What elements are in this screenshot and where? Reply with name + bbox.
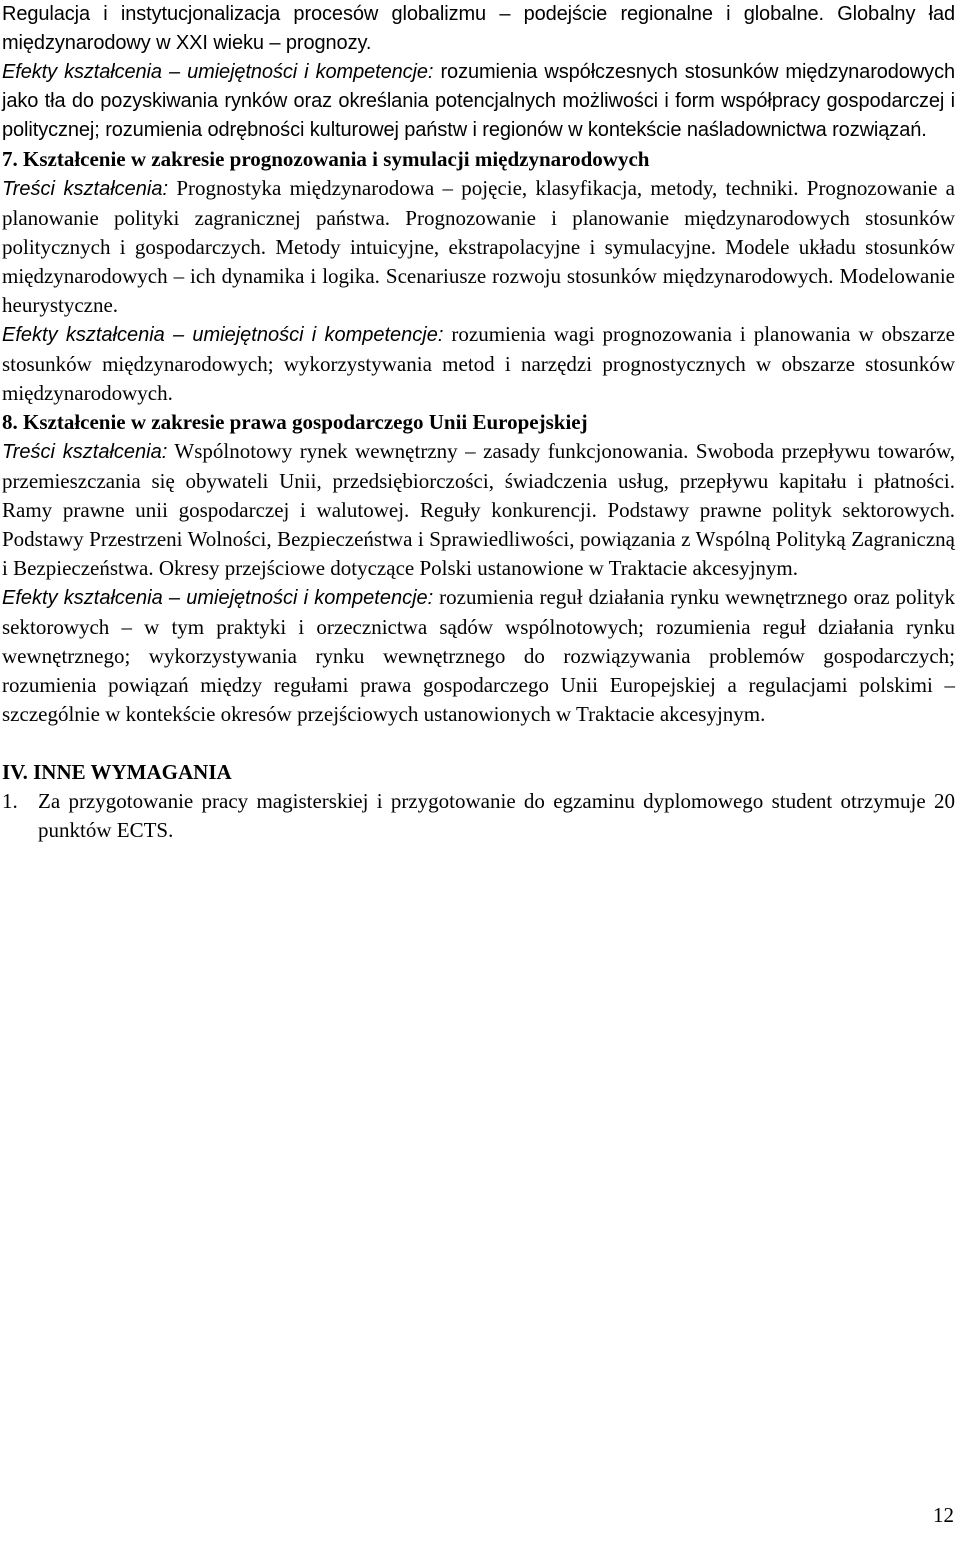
content-text: Wspólnotowy rynek wewnętrzny – zasady funkcjonowania. Swoboda przepływu towarów, przemieszczania się obywateli Unii, przedsiębiorczości, świadczenia usług, przepływu kapitału i płatności. Ramy prawne unii gospodarczej i walutowej. Reguły konkurencji. Podstawy prawne polityk sektorowych. Podstawy Przestrzeni Wolności, Bezpieczeństwa i Sprawiedliwości, powiązania z Wspólną Polityką Zagraniczną i Bezpieczeństwa. Okresy przejściowe dotyczące Polski ustanowione w Traktacie akcesyjnym. (2, 439, 955, 580)
effects-text: rozumienia reguł działania rynku wewnętrznego oraz polityk sektorowych – w tym praktyki i orzecznictwa sądów wspólnotowych; rozumienia reguł działania rynku wewnętrznego; wykorzystywania rynku wewnętrznego do rozwiązywania problemów gospodarczych; rozumienia powiązań między regułami prawa gospodarczego Unii Europejskiej a regulacjami polskimi – szczególnie w kontekście okresów przejściowych ustanowionych w Traktacie akcesyjnym. (2, 585, 955, 726)
content-label: Treści kształcenia: (2, 441, 168, 463)
content-text: Prognostyka międzynarodowa – pojęcie, klasyfikacja, metody, techniki. Prognozowanie a planowanie polityki zagranicznej państwa. Prognozowanie i planowanie międzynarodowych stosunków politycznych i gospodarczych. Metody intuicyjne, ekstrapolacyjne i symulacyjne. Modele układu stosunków międzynarodowych – ich dynamika i logika. Scenariusze rozwoju stosunków międzynarodowych. Modelowanie heurystyczne. (2, 176, 955, 317)
section-8-heading: 8. Kształcenie w zakresie prawa gospodarczego Unii Europejskiej (2, 410, 588, 434)
content-label: Treści kształcenia: (2, 178, 169, 200)
section-7-effects (2, 320, 955, 408)
document-body (2, 0, 955, 845)
section-7-heading: 7. Kształcenie w zakresie prognozowania i symulacji międzynarodowych (2, 147, 650, 171)
list-item-text: Za przygotowanie pracy magisterskiej i przygotowanie do egzaminu dyplomowego student otrzymuje 20 punktów ECTS. (38, 789, 955, 842)
list-item-number: 1. (2, 789, 18, 813)
other-requirements-list (2, 787, 955, 845)
list-item (2, 787, 955, 845)
effects-text: rozumienia współczesnych stosunków międzynarodowych jako tła do pozyskiwania rynków oraz określania potencjalnych możliwości i form współpracy gospodarczej i politycznej; rozumienia odrębności kulturowej państw i regionów w kontekście naśladownictwa rozwiązań. (2, 61, 955, 141)
section-6-content-tail: Regulacja i instytucjonalizacja procesów globalizmu – podejście regionalne i globalne. Globalny ład międzynarodowy w XXI wieku – prognozy. (2, 3, 955, 54)
effects-label: Efekty kształcenia – umiejętności i kompetencje: (2, 61, 434, 83)
section-8-effects (2, 583, 955, 729)
page-number: 12 (933, 1503, 954, 1527)
section-7-content (2, 174, 955, 320)
effects-text: rozumienia wagi prognozowania i planowania w obszarze stosunków międzynarodowych; wykorzystywania metod i narzędzi prognostycznych w obszarze stosunków międzynarodowych. (2, 322, 955, 405)
section-6-effects (2, 58, 955, 145)
effects-label: Efekty kształcenia – umiejętności i kompetencje: (2, 587, 434, 609)
other-requirements-heading: IV. INNE WYMAGANIA (2, 760, 232, 784)
section-8-content (2, 437, 955, 583)
effects-label: Efekty kształcenia – umiejętności i kompetencje: (2, 324, 444, 346)
